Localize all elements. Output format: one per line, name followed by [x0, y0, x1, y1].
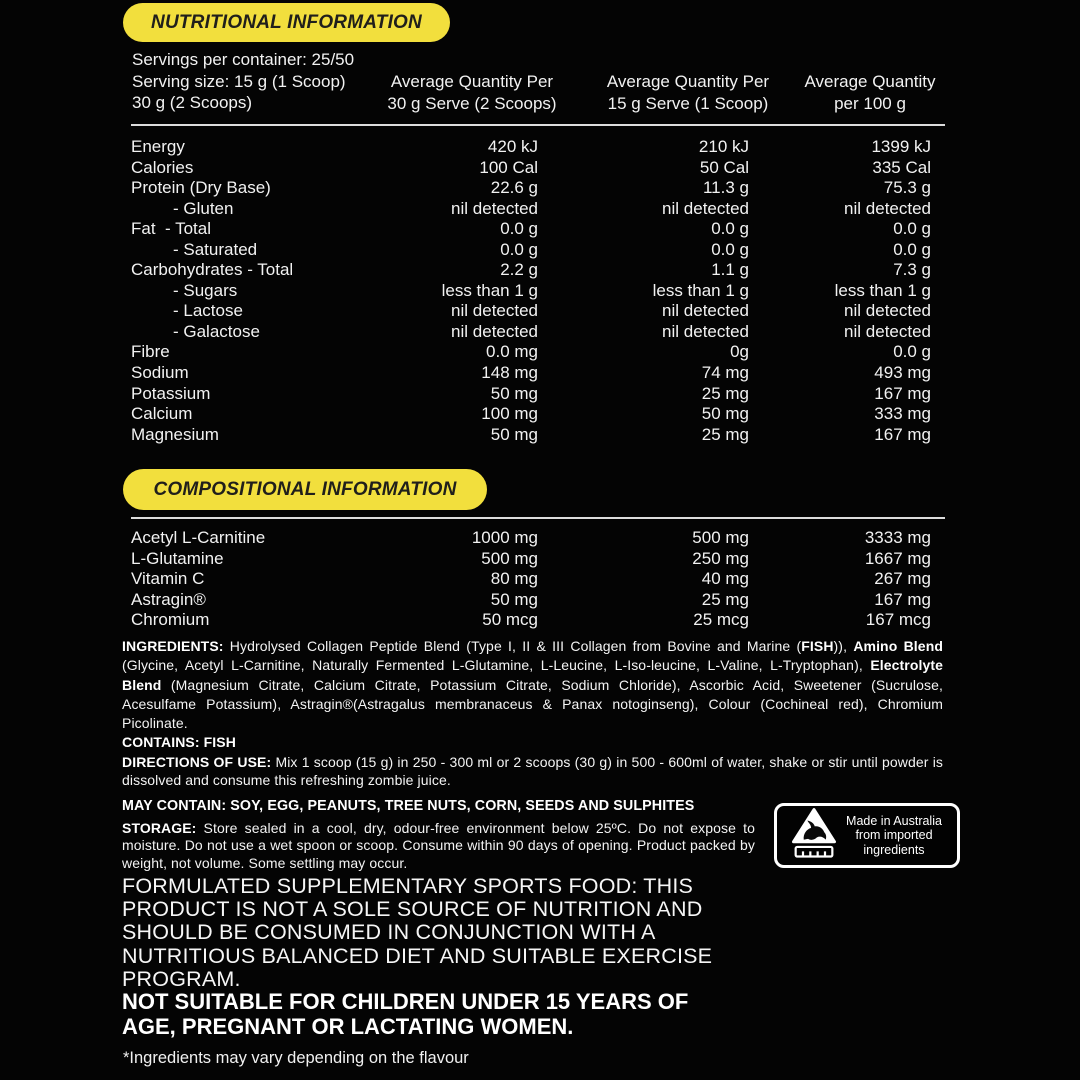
value-30g: 50 mcg — [482, 610, 538, 630]
value-15g: 11.3 g — [702, 178, 749, 198]
value-30g: 50 mg — [490, 589, 538, 609]
directions-paragraph: DIRECTIONS OF USE: Mix 1 scoop (15 g) in 250 - 300 ml or 2 scoops (30 g) in 500 - 600ml of water, shake or stir until powder is dissolved and consume this refreshing zombie juice. — [122, 754, 944, 788]
table-row — [131, 569, 931, 590]
table-row — [131, 301, 931, 322]
value-100g: 167 mg — [874, 589, 931, 609]
table-row — [131, 384, 931, 405]
row-label: L-Glutamine — [131, 548, 224, 568]
value-30g: 2.2 g — [500, 260, 538, 280]
ingredients-vary-footnote: *Ingredients may vary depending on the flavour — [123, 1049, 469, 1067]
value-100g: 493 mg — [874, 363, 931, 383]
value-100g: 1399 kJ — [871, 137, 931, 156]
row-label: Fat - Total — [131, 219, 211, 239]
servings-per-container: Servings per container: 25/50 — [132, 50, 355, 69]
value-30g: 80 mg — [490, 569, 538, 589]
row-label: Carbohydrates - Total — [131, 260, 294, 280]
table-row — [131, 137, 931, 158]
value-30g: 420 kJ — [487, 137, 538, 156]
value-15g: 250 mg — [692, 548, 749, 568]
value-30g: 22.6 g — [490, 178, 538, 198]
row-label: Potassium — [131, 383, 211, 403]
value-100g: 267 mg — [874, 569, 931, 589]
value-15g: 50 Cal — [699, 157, 749, 177]
made-in-australia-text: Made in Australia from imported ingredients — [846, 813, 942, 857]
table-row — [131, 590, 931, 611]
value-100g: 0.0 g — [893, 342, 931, 362]
compositional-information-badge: COMPOSITIONAL INFORMATION — [123, 469, 487, 510]
value-30g: 148 mg — [481, 363, 538, 383]
table-row — [131, 281, 931, 302]
value-15g: 0.0 g — [711, 219, 749, 239]
contains-statement: CONTAINS: FISH — [122, 734, 236, 751]
table-row — [131, 178, 931, 199]
serving-size-line1: Serving size: 15 g (1 Scoop) — [132, 71, 346, 91]
value-100g: 0.0 g — [893, 219, 931, 239]
value-15g: 25 mg — [701, 424, 749, 444]
value-30g: 50 mg — [490, 424, 538, 444]
value-100g: 75.3 g — [883, 178, 931, 198]
value-15g: 25 mg — [701, 383, 749, 403]
storage-paragraph: STORAGE: Store sealed in a cool, dry, odour-free environment below 25ºC. Do not expose to moisture. Do not use a wet spoon or scoop. Consume within 90 days of opening. Product packed by weight, not volume. Some settling may occur. — [122, 820, 755, 871]
row-label: Astragin® — [131, 589, 206, 609]
row-label: - Gluten — [173, 198, 234, 218]
serving-size-line2: 30 g (2 Scoops) — [132, 93, 253, 112]
value-30g: 0.0 mg — [486, 342, 538, 362]
row-label: - Saturated — [173, 239, 258, 259]
australian-made-kangaroo-icon — [792, 807, 836, 864]
table-row — [131, 199, 931, 220]
table-row — [131, 610, 931, 631]
row-label: Calories — [131, 157, 194, 177]
row-label: Vitamin C — [131, 569, 205, 589]
value-30g: nil detected — [451, 321, 538, 341]
value-15g: 74 mg — [701, 363, 749, 383]
value-15g: 0.0 g — [711, 239, 749, 259]
row-label: Fibre — [131, 342, 170, 362]
row-label: Sodium — [131, 363, 189, 383]
warning-line: NOT SUITABLE FOR CHILDREN UNDER 15 YEARS OF — [122, 989, 689, 1014]
column-header-100g: Average Quantity per 100 g — [804, 72, 936, 113]
value-15g: 500 mg — [692, 528, 749, 547]
row-label: Protein (Dry Base) — [131, 178, 271, 198]
row-label: - Lactose — [173, 301, 243, 321]
row-label: - Galactose — [173, 321, 260, 341]
row-label: Chromium — [131, 610, 210, 630]
not-suitable-warning — [122, 990, 688, 1039]
table-row — [131, 219, 931, 240]
value-15g: 210 kJ — [698, 137, 749, 156]
value-100g: 333 mg — [874, 404, 931, 424]
value-15g: 25 mg — [701, 589, 749, 609]
table-row — [131, 425, 931, 446]
value-100g: 3333 mg — [864, 528, 931, 547]
value-30g: 100 Cal — [479, 157, 538, 177]
value-15g: 0g — [730, 342, 749, 362]
statement-line: PRODUCT IS NOT A SOLE SOURCE OF NUTRITION AND — [122, 897, 703, 922]
formulated-supplementary-statement — [122, 875, 712, 991]
value-15g: 40 mg — [701, 569, 749, 589]
value-15g: nil detected — [662, 321, 749, 341]
value-15g: less than 1 g — [652, 280, 749, 300]
value-15g: nil detected — [662, 301, 749, 321]
table-row — [131, 549, 931, 570]
value-15g: nil detected — [662, 198, 749, 218]
row-label: - Sugars — [173, 280, 238, 300]
may-contain-statement: MAY CONTAIN: SOY, EGG, PEANUTS, TREE NUTS, CORN, SEEDS AND SULPHITES — [122, 798, 695, 814]
statement-line: SHOULD BE CONSUMED IN CONJUNCTION WITH A — [122, 920, 656, 945]
value-100g: 167 mg — [874, 424, 931, 444]
value-30g: nil detected — [451, 198, 538, 218]
value-100g: nil detected — [844, 321, 931, 341]
row-label: Calcium — [131, 404, 193, 424]
table-row — [131, 260, 931, 281]
value-30g: nil detected — [451, 301, 538, 321]
value-30g: 0.0 g — [500, 219, 538, 239]
value-100g: 167 mg — [874, 383, 931, 403]
made-in-australia-box — [774, 803, 960, 868]
value-100g: 7.3 g — [893, 260, 931, 280]
composition-table — [131, 528, 931, 631]
table-row — [131, 363, 931, 384]
row-label: Energy — [131, 137, 185, 156]
value-100g: nil detected — [844, 198, 931, 218]
value-30g: 50 mg — [490, 383, 538, 403]
value-100g: nil detected — [844, 301, 931, 321]
value-15g: 25 mcg — [693, 610, 749, 630]
divider — [131, 517, 945, 519]
table-row — [131, 322, 931, 343]
nutritional-information-badge: NUTRITIONAL INFORMATION — [123, 3, 450, 42]
ingredients-paragraph: INGREDIENTS: Hydrolysed Collagen Peptide Blend (Type I, II & III Collagen from Bovine and Marine (FISH)), Amino Blend (Glycine, Acetyl L-Carnitine, Naturally Fermented L-Glutamine, L-Leucine, L-Iso-leucine, L-Valine, L-Tryptophan), Electrolyte Blend (Magnesium Citrate, Calcium Citrate, Potassium Citrate, Sodium Chloride), Ascorbic Acid, Sweetener (Sucrulose, Acesulfame Potassium), Astragin®(Astragalus membranaceus & Panax notoginseng), Colour (Cochineal red), Chromium Picolinate. — [122, 638, 943, 732]
row-label: Acetyl L-Carnitine — [131, 528, 266, 547]
value-30g: 100 mg — [481, 404, 538, 424]
serving-info — [132, 49, 354, 114]
value-100g: less than 1 g — [834, 280, 931, 300]
ingredients-section — [122, 637, 943, 753]
statement-line: PROGRAM. — [122, 966, 241, 991]
value-100g: 1667 mg — [864, 548, 931, 568]
table-row — [131, 158, 931, 179]
statement-line: NUTRITIOUS BALANCED DIET AND SUITABLE EXERCISE — [122, 943, 713, 968]
table-row — [131, 528, 931, 549]
nutrition-table — [131, 137, 931, 445]
value-100g: 335 Cal — [872, 157, 931, 177]
divider — [131, 124, 945, 126]
value-30g: 500 mg — [481, 548, 538, 568]
value-30g: 0.0 g — [500, 239, 538, 259]
value-100g: 167 mcg — [865, 610, 931, 630]
table-row — [131, 240, 931, 261]
row-label: Magnesium — [131, 424, 219, 444]
value-15g: 1.1 g — [711, 260, 749, 280]
value-100g: 0.0 g — [893, 239, 931, 259]
value-15g: 50 mg — [701, 404, 749, 424]
column-header-15g: Average Quantity Per 15 g Serve (1 Scoop) — [606, 72, 770, 113]
value-30g: 1000 mg — [471, 528, 538, 547]
table-row — [131, 342, 931, 363]
statement-line: FORMULATED SUPPLEMENTARY SPORTS FOOD: THIS — [122, 874, 694, 898]
table-row — [131, 404, 931, 425]
column-header-30g: Average Quantity Per 30 g Serve (2 Scoops) — [387, 72, 557, 113]
value-30g: less than 1 g — [441, 280, 538, 300]
warning-line: AGE, PREGNANT OR LACTATING WOMEN. — [122, 1013, 574, 1039]
